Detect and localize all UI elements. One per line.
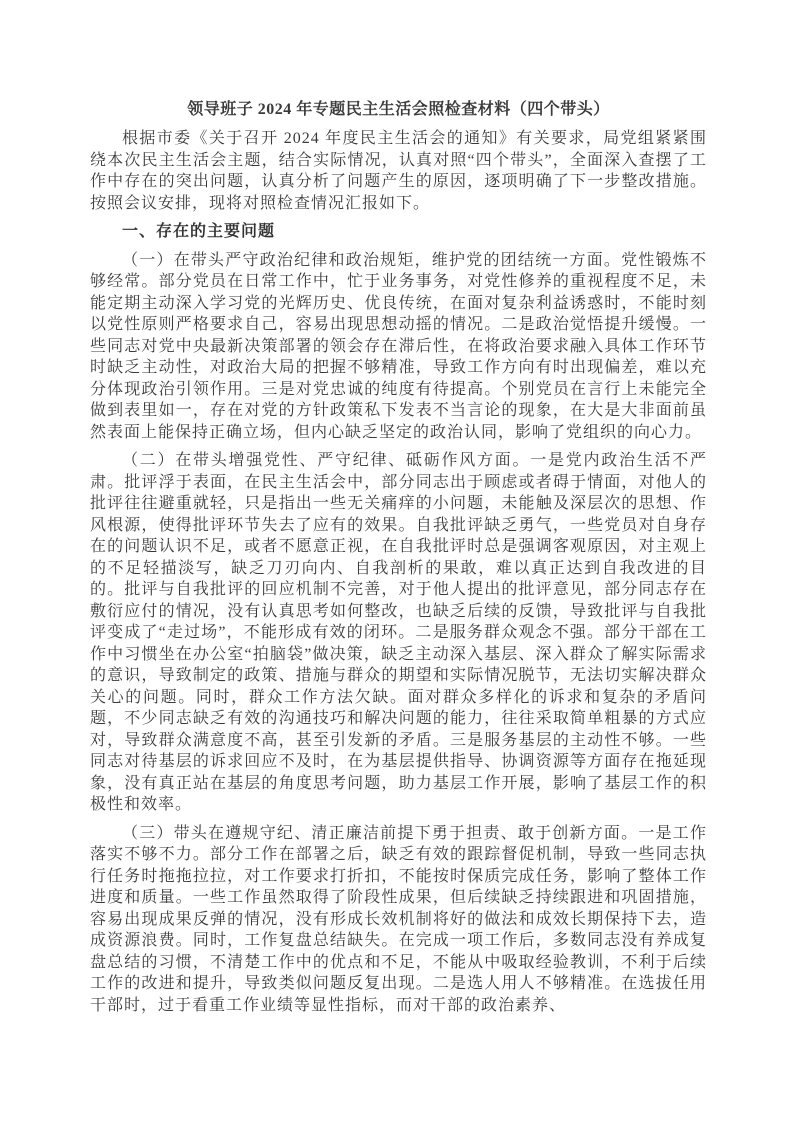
paragraph-item-2: （二）在带头增强党性、严守纪律、砥砺作风方面。一是党内政治生活不严肃。批评浮于表面，在民主生活会中，部分同志出于顾虑或者碍于情面，对他人的批评往往避重就轻，只是指出一些无关痛痒的小问题，未能触及深层次的思想、作风根源，使得批评环节失去了应有的效果。自我批评缺乏勇气，一些党员对自身存在的问题认识不足，或者不愿意正视，在自我批评时总是强调客观原因，对主观上的不足轻描淡写，缺乏刀刃向内、自我剖析的果敢，难以真正达到自我改进的目的。批评与自我批评的回应机制不完善，对于他人提出的批评意见，部分同志存在敷衍应付的情况，没有认真思考如何整改，也缺乏后续的反馈，导致批评与自我批评变成了“走过场”，不能形成有效的闭环。二是服务群众观念不强。部分干部在工作中习惯坐在办公室“拍脑袋”做决策，缺乏主动深入基层、深入群众了解实际需求的意识，导致制定的政策、措施与群众的期望和实际情况脱节，无法切实解决群众关心的问题。同时，群众工作方法欠缺。面对群众多样化的诉求和复杂的矛盾问题，不少同志缺乏有效的沟通技巧和解决问题的能力，往往采取简单粗暴的方式应对，导致群众满意度不高，甚至引发新的矛盾。三是服务基层的主动性不够。一些同志对待基层的诉求回应不及时，在为基层提供指导、协调资源等方面存在拖延现象，没有真正站在基层的角度思考问题，助力基层工作开展，影响了基层工作的积极性和效率。 (90, 452, 707, 813)
section-heading-main-problems: 一、存在的主要问题 (122, 223, 276, 240)
paragraph-item-3: （三）带头在遵规守纪、清正廉洁前提下勇于担责、敢于创新方面。一是工作落实不够不力。部分工作在部署之后，缺乏有效的跟踪督促机制，导致一些同志执行任务时拖拖拉拉，对工作要求打折扣，不能按时保质完成任务，影响了整体工作进度和质量。一些工作虽然取得了阶段性成果，但后续缺乏持续跟进和巩固措施，容易出现成果反弹的情况，没有形成长效机制将好的做法和成效长期保持下去，造成资源浪费。同时，工作复盘总结缺失。在完成一项工作后，多数同志没有养成复盘总结的习惯，不清楚工作中的优点和不足，不能从中吸取经验教训，不利于后续工作的改进和提升，导致类似问题反复出现。二是选人用人不够精准。在选拔任用干部时，过于看重工作业绩等显性指标，而对干部的政治素养、 (90, 824, 707, 1014)
intro-paragraph: 根据市委《关于召开 2024 年度民主生活会的通知》有关要求，局党组紧紧围绕本次民主生活会主题，结合实际情况，认真对照“四个带头”，全面深入查摆了工作中存在的突出问题，认真分析了问题产生的原因，逐项明确了下一步整改措施。按照会议安排，现将对照检查情况汇报如下。 (90, 130, 707, 212)
document-title: 领导班子 2024 年专题民主生活会照检查材料（四个带头） (187, 101, 610, 118)
paragraph-item-1: （一）在带头严守政治纪律和政治规矩，维护党的团结统一方面。党性锻炼不够经常。部分党员在日常工作中，忙于业务事务，对党性修养的重视程度不足，未能定期主动深入学习党的光辉历史、优良传统，在面对复杂利益诱惑时，不能时刻以党性原则严格要求自己，容易出现思想动摇的情况。二是政治觉悟提升缓慢。一些同志对党中央最新决策部署的领会存在滞后性，在将政治要求融入具体工作环节时缺乏主动性，对政治大局的把握不够精准，导致工作方向有时出现偏差，难以充分体现政治引领作用。三是对党忠诚的纯度有待提高。个别党员在言行上未能完全做到表里如一，存在对党的方针政策私下发表不当言论的现象，在大是大非面前虽然表面上能保持正确立场，但内心缺乏坚定的政治认同，影响了党组织的向心力。 (90, 251, 707, 441)
